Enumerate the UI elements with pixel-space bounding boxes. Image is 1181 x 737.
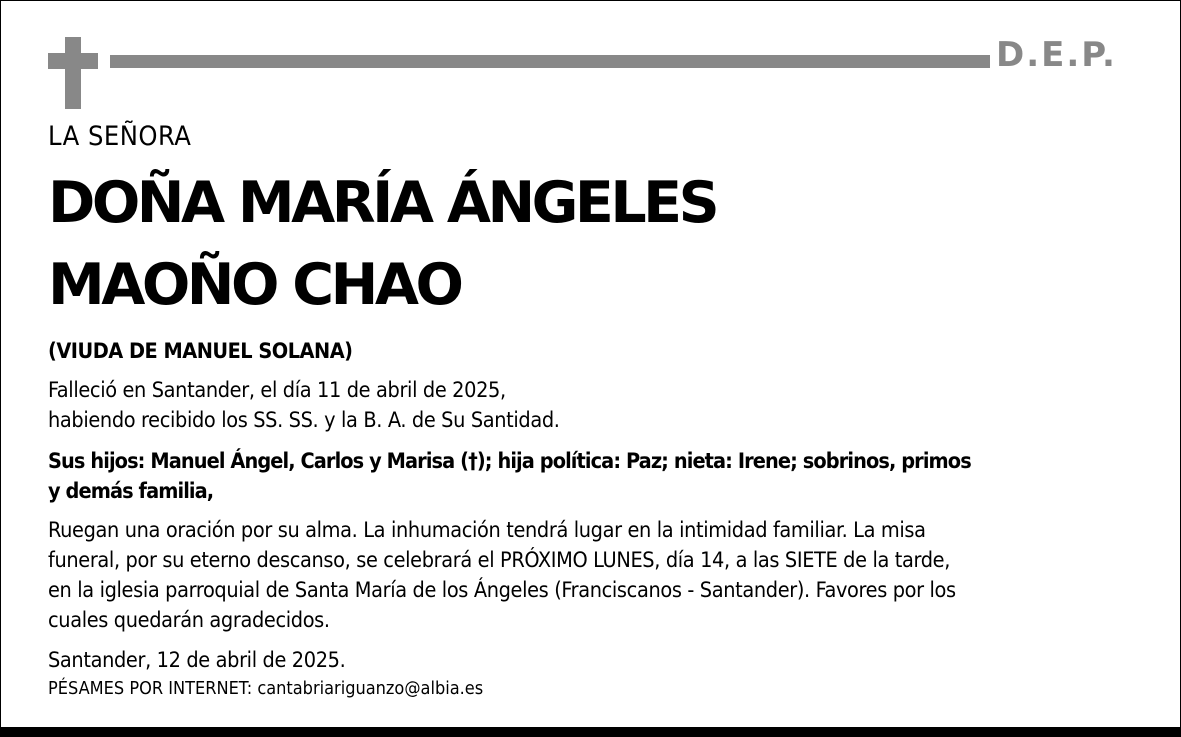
announcement-line: cuales quedarán agradecidos. [48,608,330,633]
bottom-border-rule [0,728,1181,737]
family-line: y demás familia, [48,479,214,504]
announcement-line: Ruegan una oración por su alma. La inhumación tendrá lugar en la intimidad familiar. La misa [48,518,926,543]
condolences-line: PÉSAMES POR INTERNET: cantabriariguanzo@albia.es [48,678,484,699]
death-notice-line: habiendo recibido los SS. SS. y la B. A. de Su Santidad. [48,408,560,433]
funeral-announcement [48,516,956,636]
deceased-name-line1: DOÑA MARÍA ÁNGELES [48,170,717,236]
announcement-line: en la iglesia parroquial de Santa María de los Ángeles (Franciscanos - Santander). Favores por los [48,578,956,603]
death-notice [48,376,560,436]
place-date: Santander, 12 de abril de 2025. [48,648,346,673]
widow-of: (VIUDA DE MANUEL SOLANA) [48,339,353,364]
death-notice-line: Falleció en Santander, el día 11 de abril de 2025, [48,378,506,403]
honorific: LA SEÑORA [48,121,192,152]
cross-horizontal-bar [48,53,98,69]
family-list [48,447,971,507]
cross-vertical-bar [65,37,81,109]
announcement-line: funeral, por su eterno descanso, se celebrará el PRÓXIMO LUNES, día 14, a las SIETE de la tarde, [48,548,951,573]
dep-heading: D.E.P. [996,35,1117,75]
header-divider [110,55,990,68]
family-line: Sus hijos: Manuel Ángel, Carlos y Marisa (†); hija política: Paz; nieta: Irene; sobrinos, primos [48,449,971,474]
deceased-name-line2: MAOÑO CHAO [48,252,461,318]
